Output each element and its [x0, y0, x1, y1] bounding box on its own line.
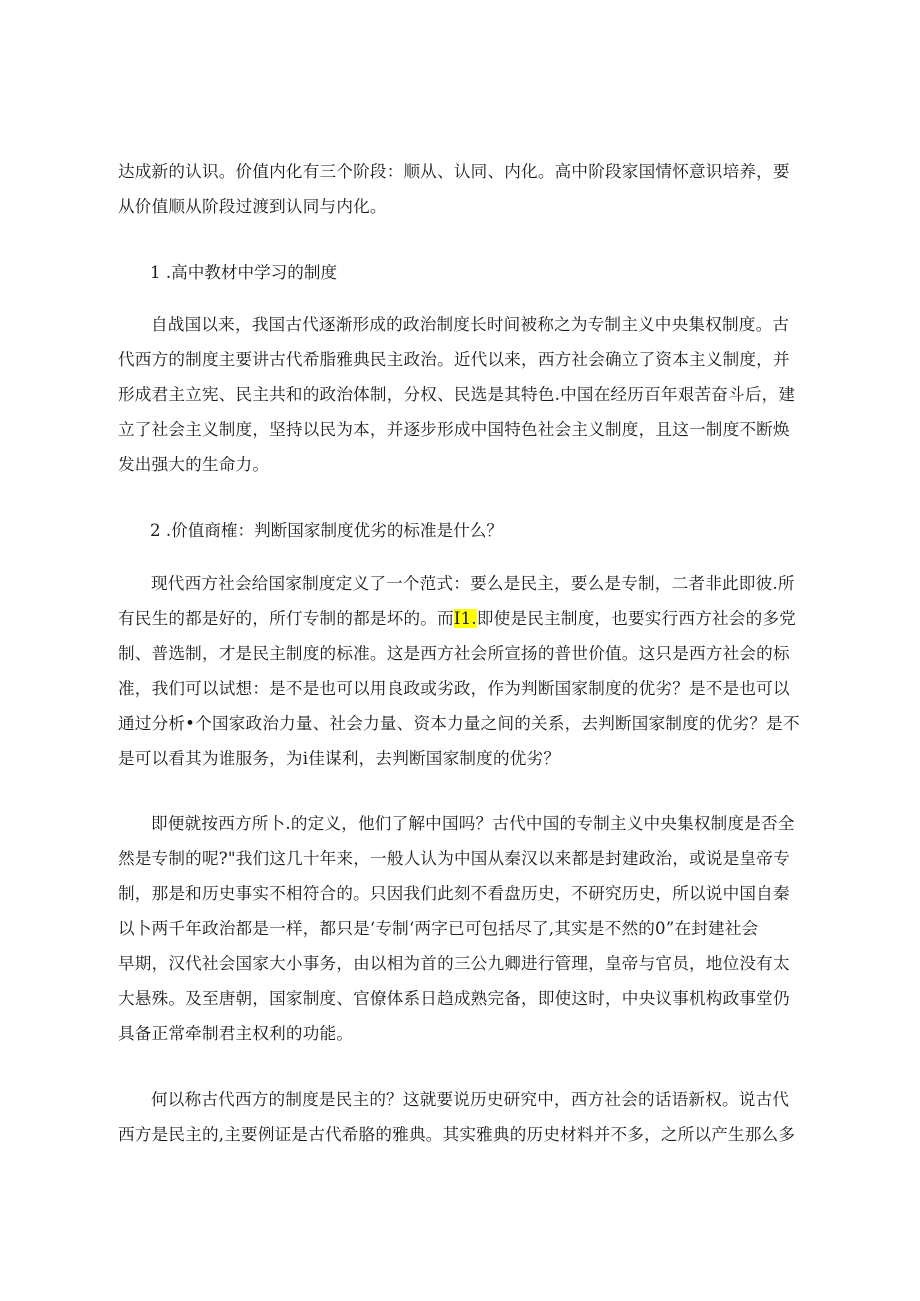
paragraph-ancient-china — [118, 806, 808, 1051]
text-line: 制，那是和历史事实不相符合的。只因我们此刻不看盘历史，不研究历史，所以说中国自秦 — [118, 884, 790, 903]
text-line: 自战国以来，我国古代逐渐形成的政治制度长时间被称之为专制主义中央集权制度。古 — [151, 315, 790, 334]
text-segment: 有民生的都是好的，所仃专制的都是坏的。而 — [118, 609, 454, 628]
text-line: 达成新的认识。价值内化有三个阶段：顺从、认同、内化。高中阶段家国情怀意识培养，要 — [118, 162, 790, 181]
text-line: 立了社会主义制度，坚持以民为本，并逐步形成中国特色社会主义制度，且这一制度不断焕 — [118, 420, 790, 439]
section-heading-1: 1 .高中教材中学习的制度 — [150, 263, 338, 282]
text-line: 以卜两千年政治都是一样，都只是‘专制‘两字已可包括尽了,其实是不然的0”在封建社会 — [118, 919, 759, 938]
text-line: 发出强大的生命力。 — [118, 455, 270, 474]
paragraph-value-debate — [118, 566, 808, 776]
text-line: 即便就按西方所卜.的定义，他们了解中国吗？古代中国的专制主义中央集权制度是否全 — [151, 814, 795, 833]
paragraph-intro — [118, 154, 808, 224]
text-line: 西方是民主的,主要例证是古代希胳的雅典。其实雅典的历史材料并不多，之所以产生那么多 — [118, 1125, 796, 1144]
text-line: 具备正常牵制君主权利的功能。 — [118, 1024, 354, 1043]
text-line: 然是专制的呢?"我们这几十年来，一般人认为中国从秦汉以来都是封建政治，或说是皇帝专 — [118, 849, 790, 868]
text-line: 代西方的制度主要讲古代希脂雅典民主政治。近代以来，西方社会确立了资本主义制度，并 — [118, 350, 790, 369]
paragraph-systems — [118, 307, 808, 482]
text-line: 大悬殊。及至唐朝，国家制度、官僚体系日趋成熟完备，即使这时，中央议事机构政事堂仍 — [118, 989, 790, 1008]
text-line: 从价值顺从阶段过渡到认同与内化。 — [118, 197, 387, 216]
section-heading-2: 2 .价值商榷：判断国家制度优劣的标准是什么？ — [150, 521, 503, 540]
text-line: 现代西方社会给国家制度定义了一个范式：要么是民主，要么是专制，二者非此即彼.所 — [151, 574, 795, 593]
text-segment: 即使是民主制度，也要实行西方社会的多党 — [476, 609, 796, 628]
text-line: 通过分析•个国家政治力量、社会力量、资本力量之间的关系，去判断国家制度的优劣？是不 — [118, 714, 800, 733]
text-line: 何以称古代西方的制度是民主的？这就要说历史研究中，西方社会的话语新权。说古代 — [151, 1090, 790, 1109]
text-line — [118, 601, 808, 636]
text-line: 早期，汉代社会国家大小事务，由以相为首的三公九卿进行管理，皇帝与官员，地位没有太 — [118, 954, 790, 973]
highlighted-text: I1. — [453, 609, 477, 628]
text-line: 是可以看其为谁服务，为i佳谋利，去判断国家制度的优劣？ — [118, 749, 561, 768]
text-line: 制、普选制，才是民主制度的标准。这是西方社会所宣扬的普世价值。这只是西方社会的标 — [118, 644, 790, 663]
paragraph-ancient-west — [118, 1082, 808, 1152]
text-line: 准，我们可以试想：是不是也可以用良政或劣政，作为判断国家制度的优劣？是不是也可以 — [118, 679, 790, 698]
text-line: 形成君主立宪、民主共和的政治体制，分权、民选是其特色.中国在经历百年艰苦奋斗后，建 — [118, 385, 796, 404]
